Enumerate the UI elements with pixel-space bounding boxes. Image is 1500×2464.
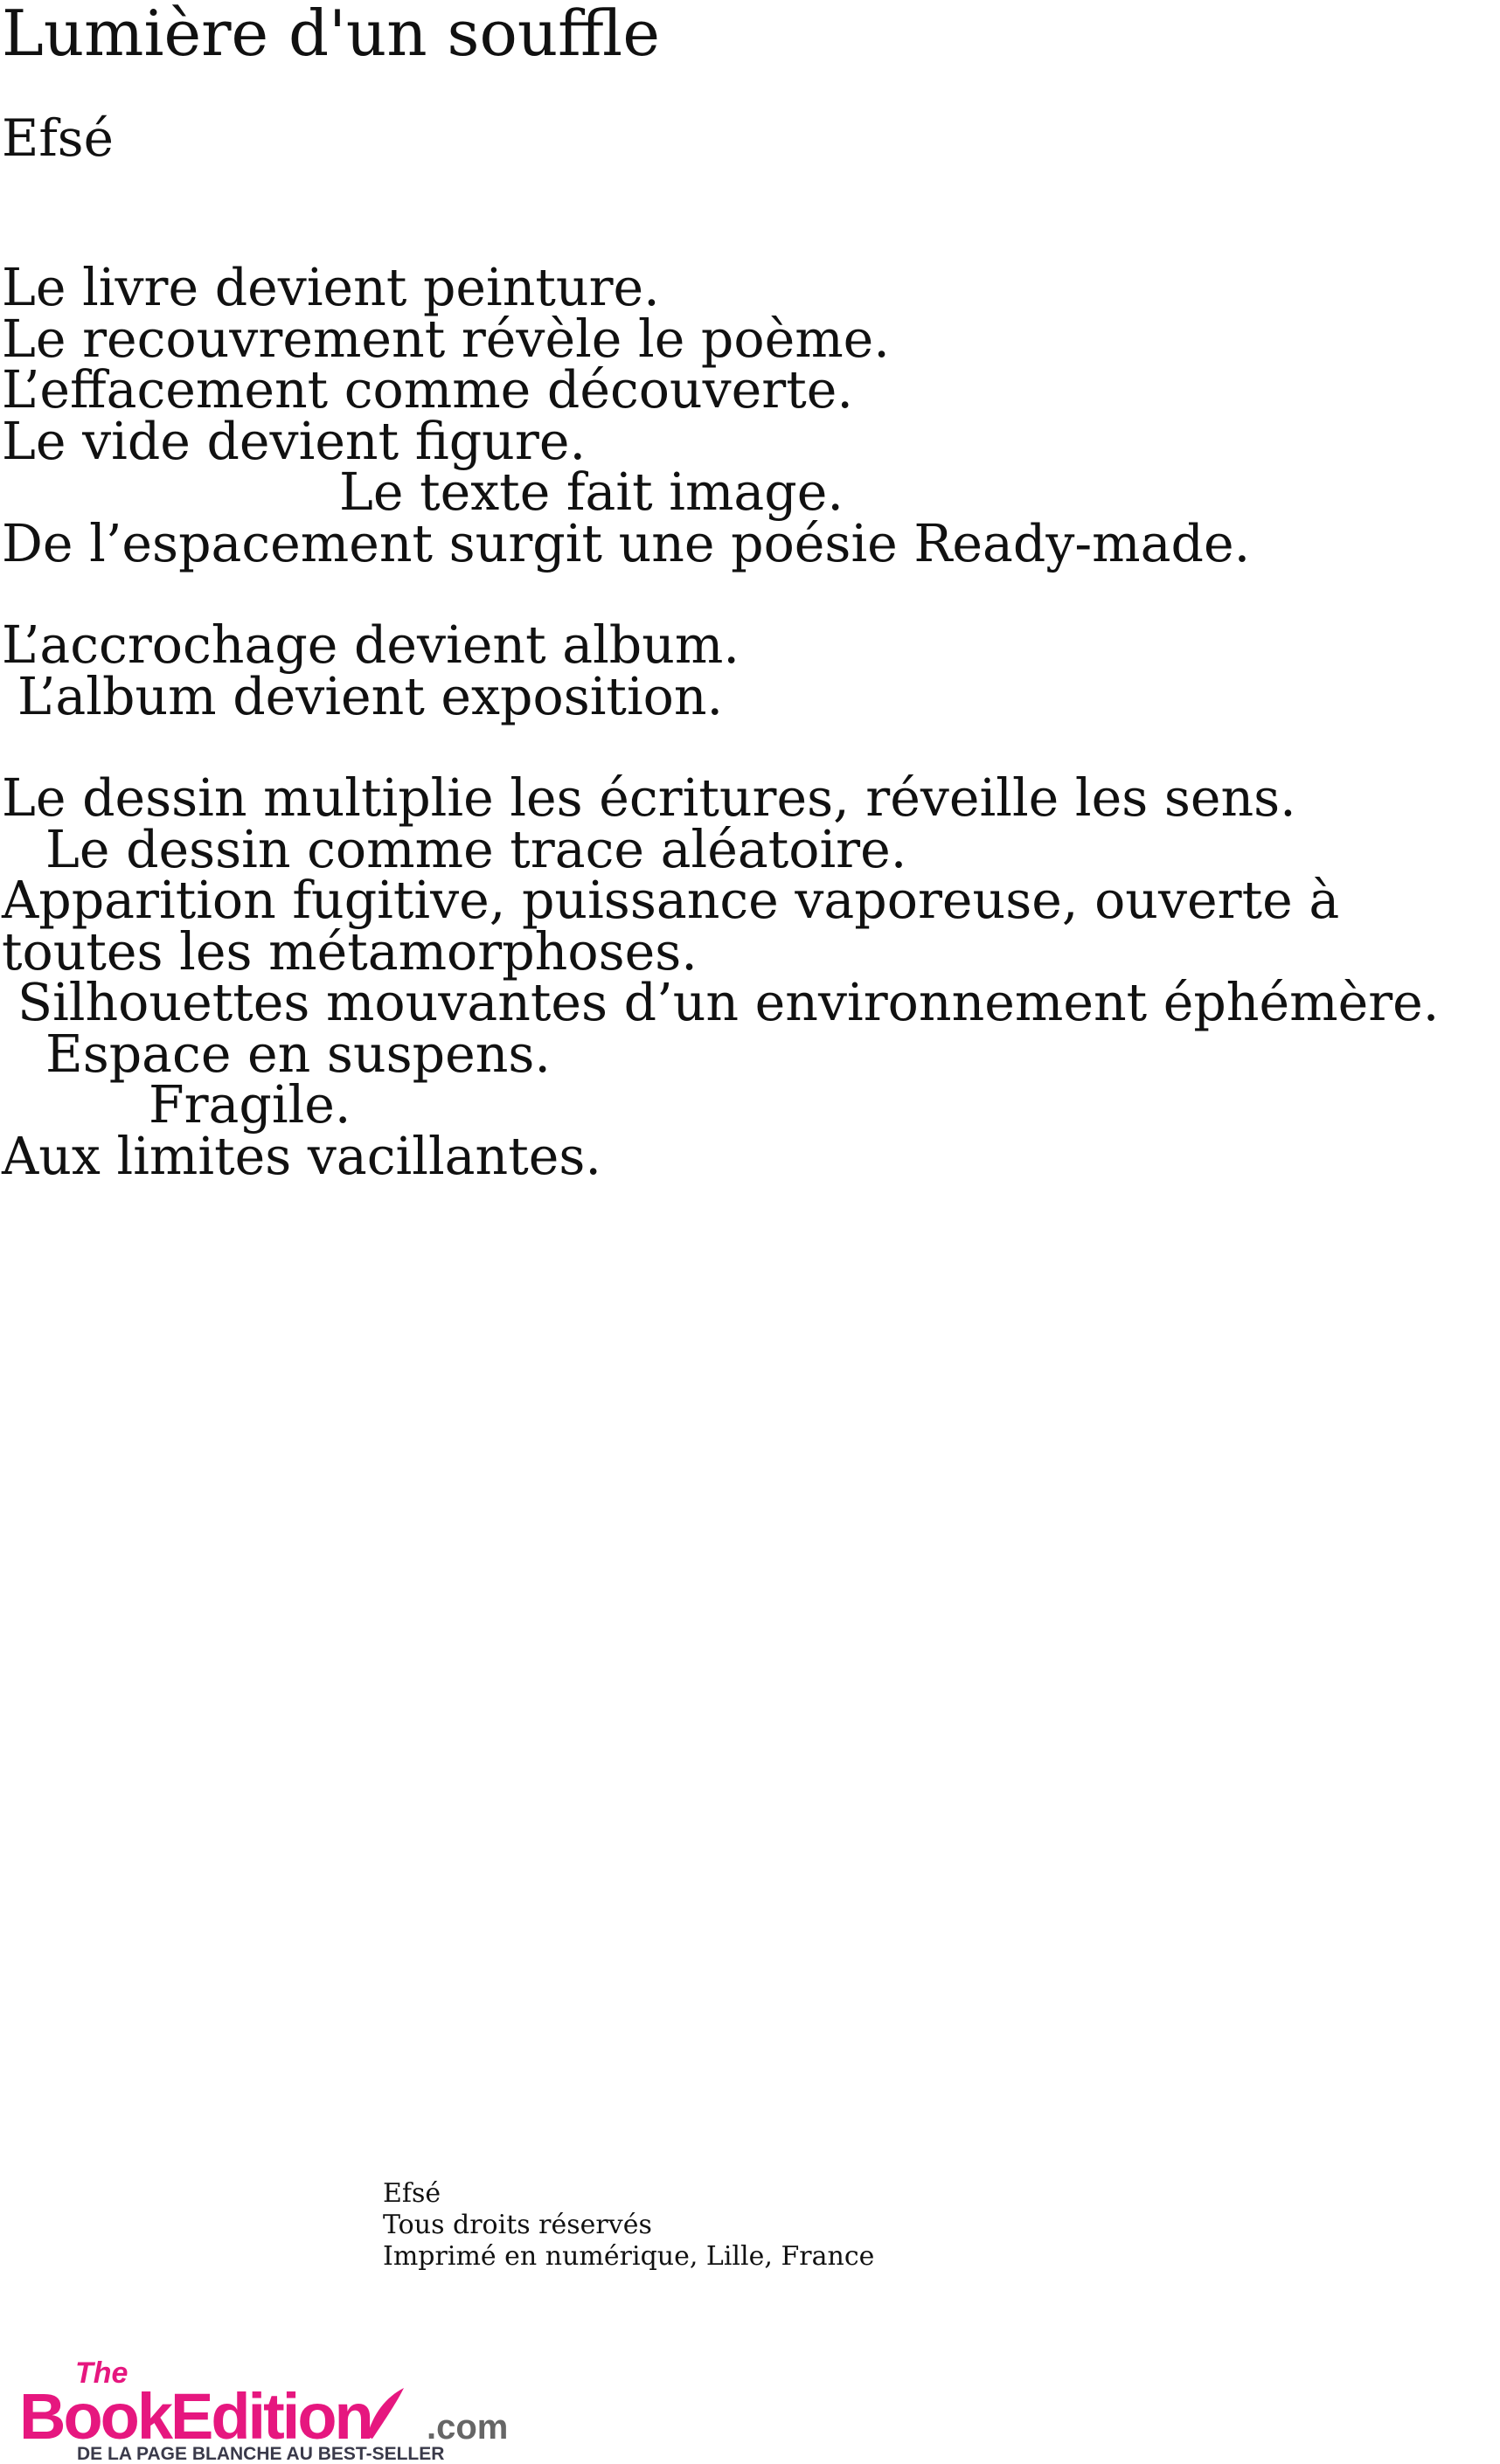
poem-line: L’accrochage devient album. xyxy=(2,615,740,675)
poem-stanza xyxy=(2,615,1497,726)
logo-quill-icon xyxy=(367,2388,404,2439)
poem-line: Apparition fugitive, puissance vaporeuse, ouverte à toutes les métamorphoses. xyxy=(2,871,1340,982)
logo-brand-text xyxy=(19,2380,372,2453)
logo-brand-book: Book xyxy=(19,2380,170,2453)
poem-line: Aux limites vacillantes. xyxy=(2,1126,601,1186)
logo-brand-edition: Editi xyxy=(170,2380,298,2453)
colophon-author: Efsé xyxy=(383,2178,441,2209)
poem-stanza xyxy=(2,258,1497,573)
book-title: Lumière d'un souffle xyxy=(2,0,660,70)
logo-tagline: DE LA PAGE BLANCHE AU BEST-SELLER xyxy=(77,2444,445,2461)
book-author: Efsé xyxy=(2,108,114,168)
poem-line: Silhouettes mouvantes d’un environnement éphémère. xyxy=(17,973,1440,1032)
poem-stanza xyxy=(2,768,1497,1186)
poem-line: Le livre devient peinture. xyxy=(2,258,660,317)
poem-line: De l’espacement surgit une poésie Ready-made. xyxy=(2,513,1251,573)
colophon xyxy=(383,2178,874,2273)
colophon-printing: Imprimé en numérique, Lille, France xyxy=(383,2241,875,2272)
logo-brand-n: n xyxy=(334,2380,372,2453)
logo-domain-text: .com xyxy=(427,2408,509,2447)
thebookedition-logo xyxy=(19,2353,509,2461)
poem-line: Fragile. xyxy=(149,1075,351,1135)
poem-line: L’effacement comme découverte. xyxy=(2,360,853,420)
colophon-rights: Tous droits réservés xyxy=(383,2210,652,2240)
poem-line: Le dessin comme trace aléatoire. xyxy=(45,819,907,879)
poem-line: L’album devient exposition. xyxy=(17,666,724,726)
poem-line: Le dessin multiplie les écritures, réveille les sens. xyxy=(2,768,1296,828)
poem-line: Le vide devient figure. xyxy=(2,411,587,471)
poem-line: Le recouvrement révèle le poème. xyxy=(2,309,890,369)
poem-line: Le texte fait image. xyxy=(339,462,844,522)
poem-line: Espace en suspens. xyxy=(45,1024,552,1084)
logo-brand-o: o xyxy=(297,2380,335,2453)
poem xyxy=(2,258,1497,1186)
logo-the-text: The xyxy=(75,2356,128,2390)
